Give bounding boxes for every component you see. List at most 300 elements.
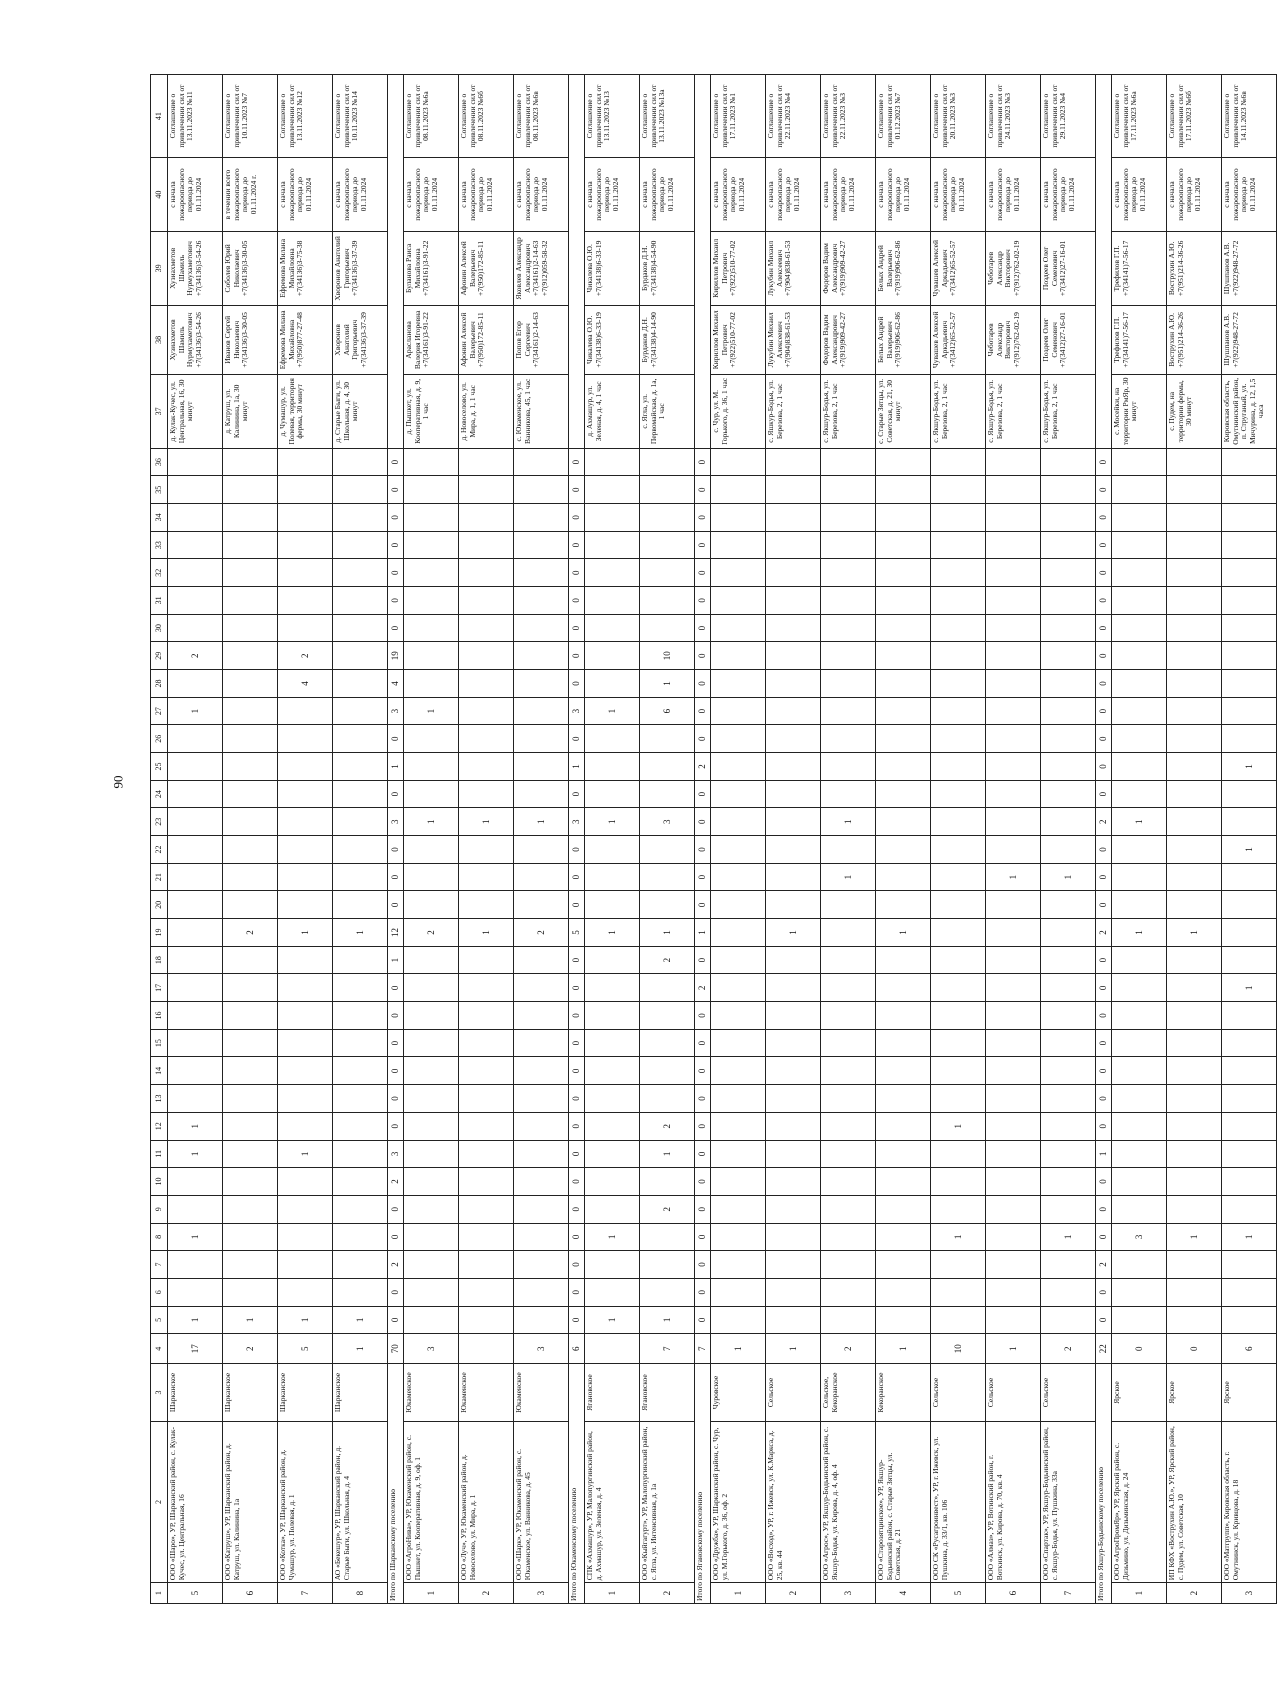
resource-cell	[931, 587, 986, 615]
agreement-cell: Соглашение о привлечении сил от 17.11.2023 №6а	[1112, 75, 1167, 158]
total-value: 0	[388, 614, 404, 642]
resource-cell	[821, 642, 876, 670]
resource-cell	[931, 476, 986, 504]
table-row	[585, 75, 640, 1604]
resource-cell	[1222, 1168, 1277, 1196]
resource-cell	[821, 1085, 876, 1113]
header-cell: 27	[151, 697, 168, 725]
contact-cell: Яковлев Александр Александрович +7(34161)2-14-63 +7(912)059-58-32	[514, 231, 569, 305]
district-cell: Сельское, Кекоранское	[821, 1364, 876, 1422]
resource-cell: 1	[1167, 919, 1222, 947]
resource-cell	[1041, 1195, 1096, 1223]
resource-cell	[1167, 1140, 1222, 1168]
row-number: 1	[404, 1583, 459, 1604]
resource-cell	[223, 1223, 278, 1251]
resource-cell	[278, 1251, 333, 1279]
total-tail	[1096, 75, 1112, 449]
resource-cell	[1222, 1195, 1277, 1223]
row-number: 3	[1222, 1583, 1277, 1604]
responsible-cell: Вострухин А.Ю. +7(951)214-36-26	[1167, 305, 1222, 374]
total-value: 0	[569, 836, 585, 864]
total-value: 0	[1096, 863, 1112, 891]
resource-cell	[278, 946, 333, 974]
organization-cell: ООО «Шаро», УР, Шарканский район, с. Кулак-Кучес, ул. Центральная, 16	[168, 1421, 223, 1582]
resource-cell: 1	[168, 1306, 223, 1334]
location-cell: с. Якшур-Бодья, ул. Березова, 2, 1 час	[931, 374, 986, 448]
resource-cell	[821, 946, 876, 974]
resource-cell	[585, 1140, 640, 1168]
resource-cell	[514, 1306, 569, 1334]
total-value: 0	[388, 1306, 404, 1334]
resource-cell	[766, 476, 821, 504]
schedule-table	[150, 74, 1277, 1604]
resource-cell	[585, 531, 640, 559]
resource-cell	[1041, 891, 1096, 919]
total-value: 0	[695, 725, 711, 753]
district-cell: Кекоранское	[876, 1364, 931, 1422]
organization-cell: ООО «Алмаз», УР, Вотинский район, г. Воткинск, ул. Кирова, д. 70, кв. 4	[986, 1421, 1041, 1582]
organization-cell: ООО «Агрос», УР, Якшур-Бодьинский район, с. Якшур-Бодья, ул. Кирова, д. 4, оф. 4	[821, 1421, 876, 1582]
resource-cell	[333, 808, 388, 836]
resource-cell	[1112, 753, 1167, 781]
total-value: 3	[569, 697, 585, 725]
location-cell: с. Ягла, ул. Первомайская, д. 1а, 1 час	[640, 374, 695, 448]
organization-cell: ООО «АгроПромЯр», УР, Ярский район, с. Дизьмино, ул. Дизьминская, д. 24	[1112, 1421, 1167, 1582]
resource-cell	[333, 1140, 388, 1168]
resource-cell	[1041, 1112, 1096, 1140]
resource-cell: 1	[640, 919, 695, 947]
resource-cell	[876, 697, 931, 725]
resource-cell	[1112, 448, 1167, 476]
resource-cell	[931, 504, 986, 532]
count-cell: 2	[1041, 1334, 1096, 1364]
total-value: 0	[695, 559, 711, 587]
resource-cell	[1167, 946, 1222, 974]
resource-cell: 2	[168, 642, 223, 670]
resource-cell	[1167, 974, 1222, 1002]
resource-cell	[223, 946, 278, 974]
contact-cell: Вострухин А.Ю. +7(951)214-36-26	[1167, 231, 1222, 305]
total-value: 0	[1096, 1278, 1112, 1306]
resource-cell	[766, 1002, 821, 1030]
agreement-cell: Соглашение о привлечении сил от 13.11.2023 №13	[585, 75, 640, 158]
resource-cell	[278, 587, 333, 615]
resource-cell	[459, 836, 514, 864]
total-tail	[695, 75, 711, 449]
total-tail	[388, 75, 404, 449]
location-cell: д. Кулак-Кучес, ул. Центральная, 16, 30 минут	[168, 374, 223, 448]
contact-cell: Шушпанов А.В. +7(922)948-27-72	[1222, 231, 1277, 305]
total-value: 0	[569, 946, 585, 974]
resource-cell	[1222, 863, 1277, 891]
resource-cell	[986, 725, 1041, 753]
resource-cell	[986, 1251, 1041, 1279]
resource-cell	[514, 476, 569, 504]
total-value: 19	[388, 642, 404, 670]
resource-cell	[640, 1223, 695, 1251]
contact-cell: Ефремова Милана Михайловна +7(34136)3-75-38	[278, 231, 333, 305]
header-cell: 20	[151, 891, 168, 919]
resource-cell	[986, 753, 1041, 781]
resource-cell	[821, 1306, 876, 1334]
resource-cell	[1041, 946, 1096, 974]
period-cell: с начала пожароопасного периода до 01.11.2024	[459, 158, 514, 232]
resource-cell	[821, 1251, 876, 1279]
responsible-cell: Иванов Сергей Николаевич +7(34136)3-30-05	[223, 305, 278, 374]
responsible-cell: Бурдаков Д.Н. +7(34138)4-14-90	[640, 305, 695, 374]
agreement-cell: Соглашение о привлечении сил от 08.11.2023 №6в	[514, 75, 569, 158]
resource-cell	[1167, 753, 1222, 781]
responsible-cell: Чеботарев Александр Викторович +7(912)762-02-19	[986, 305, 1041, 374]
resource-cell	[986, 1195, 1041, 1223]
resource-cell	[711, 1168, 766, 1196]
resource-cell	[986, 836, 1041, 864]
resource-cell	[766, 614, 821, 642]
resource-cell	[168, 753, 223, 781]
resource-cell	[1222, 670, 1277, 698]
resource-cell	[168, 1195, 223, 1223]
resource-cell	[876, 780, 931, 808]
total-value: 0	[1096, 1029, 1112, 1057]
agreement-cell: Соглашение о привлечении сил от 24.11.2023 №3	[986, 75, 1041, 158]
resource-cell	[931, 863, 986, 891]
agreement-cell: Соглашение о привлечении сил от 20.11.2023 №3	[931, 75, 986, 158]
resource-cell	[404, 1251, 459, 1279]
resource-cell	[404, 504, 459, 532]
resource-cell	[514, 670, 569, 698]
resource-cell: 3	[640, 808, 695, 836]
resource-cell	[585, 1168, 640, 1196]
resource-cell	[876, 946, 931, 974]
resource-cell	[876, 974, 931, 1002]
header-cell: 18	[151, 946, 168, 974]
resource-cell	[585, 1195, 640, 1223]
resource-cell	[1041, 614, 1096, 642]
organization-cell: ООО «Спартак», УР, Якшур-Бодьинский район, с. Якшур-Бодья, ул. Пушкина, 33а	[1041, 1421, 1096, 1582]
resource-cell	[1222, 1140, 1277, 1168]
total-value: 1	[695, 919, 711, 947]
district-cell: Юкаменское	[459, 1364, 514, 1422]
resource-cell	[766, 559, 821, 587]
resource-cell	[404, 1140, 459, 1168]
resource-cell	[404, 642, 459, 670]
resource-cell: 1	[168, 697, 223, 725]
resource-cell	[986, 448, 1041, 476]
header-cell: 37	[151, 374, 168, 448]
contact-cell: Чеботарев Александр Викторович +7(912)762-02-19	[986, 231, 1041, 305]
header-cell: 26	[151, 725, 168, 753]
resource-cell	[459, 863, 514, 891]
resource-cell: 2	[640, 1112, 695, 1140]
responsible-cell: Ефремова Милана Михайловна +7(950)877-27-48	[278, 305, 333, 374]
resource-cell	[585, 836, 640, 864]
row-number: 5	[931, 1583, 986, 1604]
resource-cell	[1222, 1057, 1277, 1085]
period-cell: с начала пожароопасного периода до 01.11.2024	[931, 158, 986, 232]
resource-cell	[876, 476, 931, 504]
resource-cell	[278, 1168, 333, 1196]
resource-cell	[459, 1085, 514, 1113]
count-cell: 2	[821, 1334, 876, 1364]
total-value: 0	[1096, 1002, 1112, 1030]
resource-cell	[404, 974, 459, 1002]
resource-cell	[931, 697, 986, 725]
resource-cell	[1167, 587, 1222, 615]
resource-cell	[640, 448, 695, 476]
resource-cell	[514, 697, 569, 725]
responsible-cell: Афонин Алексей Валерьевич +7(950)172-85-11	[459, 305, 514, 374]
responsible-cell: Белых Андрей Валерьевич +7(919)906-62-86	[876, 305, 931, 374]
total-row	[569, 75, 585, 1604]
total-value: 0	[569, 891, 585, 919]
organization-cell: ООО «Котка», УР, Шарканский район, д. Чумашур, ул. Полевая, д. 1	[278, 1421, 333, 1582]
total-value: 2	[1096, 808, 1112, 836]
resource-cell	[931, 1278, 986, 1306]
row-number: 6	[986, 1583, 1041, 1604]
table-row	[404, 75, 459, 1604]
resource-cell	[986, 504, 1041, 532]
total-value: 1	[1096, 1140, 1112, 1168]
district-cell: Ягановское	[585, 1364, 640, 1422]
resource-cell	[986, 946, 1041, 974]
resource-cell	[333, 697, 388, 725]
count-cell: 1	[766, 1334, 821, 1364]
header-cell: 32	[151, 559, 168, 587]
total-value: 0	[1096, 697, 1112, 725]
resource-cell	[1167, 1168, 1222, 1196]
resource-cell	[1222, 919, 1277, 947]
period-cell: с начала пожароопасного периода до 01.11.2024	[640, 158, 695, 232]
resource-cell	[821, 559, 876, 587]
total-value: 3	[388, 808, 404, 836]
resource-cell	[223, 1251, 278, 1279]
resource-cell	[223, 1168, 278, 1196]
total-value: 0	[1096, 504, 1112, 532]
total-label: Итого по Ягановскому поселению	[695, 1364, 711, 1604]
resource-cell	[876, 753, 931, 781]
total-value: 3	[388, 1140, 404, 1168]
resource-cell	[514, 974, 569, 1002]
total-value: 0	[569, 1140, 585, 1168]
header-cell: 2	[151, 1421, 168, 1582]
resource-cell	[1112, 642, 1167, 670]
contact-cell: Поздеев Олег Семенович +7(3412)27-16-01	[1041, 231, 1096, 305]
location-cell: д. Катруш, ул. Калинина, 1а, 30 минут	[223, 374, 278, 448]
resource-cell	[821, 1029, 876, 1057]
agreement-cell: Соглашение о привлечении сил от 01.12.2023 №7	[876, 75, 931, 158]
resource-cell	[514, 725, 569, 753]
resource-cell: 1	[585, 1306, 640, 1334]
total-value: 2	[388, 1251, 404, 1279]
total-value: 0	[569, 670, 585, 698]
resource-cell	[333, 725, 388, 753]
agreement-cell: Соглашение о привлечении сил от 14.11.2023 №6в	[1222, 75, 1277, 158]
resource-cell	[459, 670, 514, 698]
agreement-cell: Соглашение о привлечении сил от 13.11.2023 №13а	[640, 75, 695, 158]
total-count: 22	[1096, 1334, 1112, 1364]
resource-cell	[986, 1029, 1041, 1057]
header-cell: 24	[151, 780, 168, 808]
resource-cell	[640, 780, 695, 808]
resource-cell	[514, 863, 569, 891]
count-cell: 0	[1112, 1334, 1167, 1364]
agreement-cell: Соглашение о привлечении сил от 08.11.2023 №6б	[459, 75, 514, 158]
resource-cell	[333, 587, 388, 615]
total-value: 3	[388, 697, 404, 725]
resource-cell	[1041, 670, 1096, 698]
total-value: 0	[695, 448, 711, 476]
resource-cell	[931, 1306, 986, 1334]
resource-cell	[986, 697, 1041, 725]
resource-cell: 1	[1222, 1223, 1277, 1251]
resource-cell	[168, 1251, 223, 1279]
district-cell: Шарканское	[168, 1364, 223, 1422]
resource-cell	[1041, 836, 1096, 864]
resource-cell	[986, 1168, 1041, 1196]
resource-cell	[333, 974, 388, 1002]
total-value: 0	[695, 614, 711, 642]
resource-cell	[278, 974, 333, 1002]
resource-cell	[876, 1223, 931, 1251]
table-row	[986, 75, 1041, 1604]
resource-cell	[711, 725, 766, 753]
total-tail	[569, 75, 585, 449]
resource-cell	[514, 448, 569, 476]
resource-cell	[404, 1002, 459, 1030]
resource-cell: 1	[459, 919, 514, 947]
table-row	[278, 75, 333, 1604]
resource-cell	[223, 1112, 278, 1140]
resource-cell	[459, 1140, 514, 1168]
agreement-cell: Соглашение о привлечении сил от 29.11.2023 №4	[1041, 75, 1096, 158]
row-number: 5	[168, 1583, 223, 1604]
resource-cell	[640, 1085, 695, 1113]
resource-cell: 1	[333, 1306, 388, 1334]
resource-cell	[1112, 1195, 1167, 1223]
total-value: 0	[569, 974, 585, 1002]
resource-cell	[168, 1029, 223, 1057]
resource-cell	[168, 836, 223, 864]
resource-cell	[168, 946, 223, 974]
resource-cell	[1222, 1251, 1277, 1279]
resource-cell	[640, 559, 695, 587]
count-cell: 10	[931, 1334, 986, 1364]
period-cell: с начала пожароопасного периода до 01.11.2024	[1041, 158, 1096, 232]
resource-cell	[1222, 946, 1277, 974]
resource-cell	[986, 1085, 1041, 1113]
resource-cell	[585, 1112, 640, 1140]
location-cell: д. Чумашур, ул. Полевая, территория фермы, 30 минут	[278, 374, 333, 448]
resource-cell	[168, 614, 223, 642]
resource-cell	[931, 836, 986, 864]
row-number: 7	[1041, 1583, 1096, 1604]
resource-cell	[1167, 836, 1222, 864]
resource-cell	[766, 531, 821, 559]
agreement-cell: Соглашение о привлечении сил от 10.11.2023 №14	[333, 75, 388, 158]
resource-cell	[1112, 1029, 1167, 1057]
resource-cell	[876, 1057, 931, 1085]
total-value: 0	[695, 476, 711, 504]
location-cell: с. Якшур-Бодья, ул. Березова, 2, 1 час	[821, 374, 876, 448]
resource-cell	[278, 725, 333, 753]
period-cell: с начала пожароопасного периода до 01.11.2024	[1112, 158, 1167, 232]
total-value: 0	[695, 1029, 711, 1057]
total-value: 0	[569, 1057, 585, 1085]
resource-cell	[278, 1085, 333, 1113]
total-value: 0	[569, 1002, 585, 1030]
resource-cell: 1	[1167, 1223, 1222, 1251]
resource-cell	[404, 559, 459, 587]
total-value: 0	[695, 1168, 711, 1196]
resource-cell	[278, 1195, 333, 1223]
resource-cell	[168, 670, 223, 698]
resource-cell	[1041, 1002, 1096, 1030]
district-cell: Юкаменское	[514, 1364, 569, 1422]
location-cell: с. Якшур-Бодья, ул. Березова, 2, 1 час	[1041, 374, 1096, 448]
table-row	[168, 75, 223, 1604]
agreement-cell: Соглашение о привлечении сил от 08.11.2023 №6а	[404, 75, 459, 158]
header-cell: 1	[151, 1583, 168, 1604]
resource-cell	[766, 974, 821, 1002]
row-number: 8	[333, 1583, 388, 1604]
total-value: 0	[569, 1085, 585, 1113]
resource-cell	[986, 808, 1041, 836]
resource-cell	[585, 476, 640, 504]
resource-cell	[711, 1112, 766, 1140]
resource-cell	[168, 559, 223, 587]
resource-cell	[168, 448, 223, 476]
resource-cell	[223, 642, 278, 670]
resource-cell	[514, 587, 569, 615]
resource-cell	[640, 531, 695, 559]
resource-cell: 2	[640, 946, 695, 974]
resource-cell	[223, 753, 278, 781]
header-cell: 39	[151, 231, 168, 305]
resource-cell	[1112, 974, 1167, 1002]
responsible-cell: Арасланова Валерия Игоревна +7(34161)3-91-22	[404, 305, 459, 374]
total-value: 0	[388, 1112, 404, 1140]
resource-cell	[168, 780, 223, 808]
contact-cell: Соболев Юрий Николаевич +7(34136)3-30-05	[223, 231, 278, 305]
resource-cell	[459, 559, 514, 587]
total-value: 0	[1096, 531, 1112, 559]
resource-cell	[223, 559, 278, 587]
resource-cell	[1222, 476, 1277, 504]
resource-cell	[333, 1002, 388, 1030]
resource-cell	[766, 1085, 821, 1113]
total-value: 0	[569, 504, 585, 532]
resource-cell	[333, 670, 388, 698]
resource-cell	[766, 891, 821, 919]
resource-cell	[585, 1085, 640, 1113]
header-cell: 4	[151, 1334, 168, 1364]
resource-cell	[876, 531, 931, 559]
resource-cell	[766, 1195, 821, 1223]
count-cell	[585, 1334, 640, 1364]
resource-cell: 4	[278, 670, 333, 698]
resource-cell	[711, 531, 766, 559]
resource-cell	[514, 1112, 569, 1140]
resource-cell	[168, 476, 223, 504]
resource-cell	[333, 1278, 388, 1306]
resource-cell	[1167, 1057, 1222, 1085]
resource-cell	[1041, 1140, 1096, 1168]
resource-cell	[640, 753, 695, 781]
resource-cell	[514, 1057, 569, 1085]
resource-cell	[404, 670, 459, 698]
resource-cell	[766, 808, 821, 836]
resource-cell: 1	[1041, 863, 1096, 891]
